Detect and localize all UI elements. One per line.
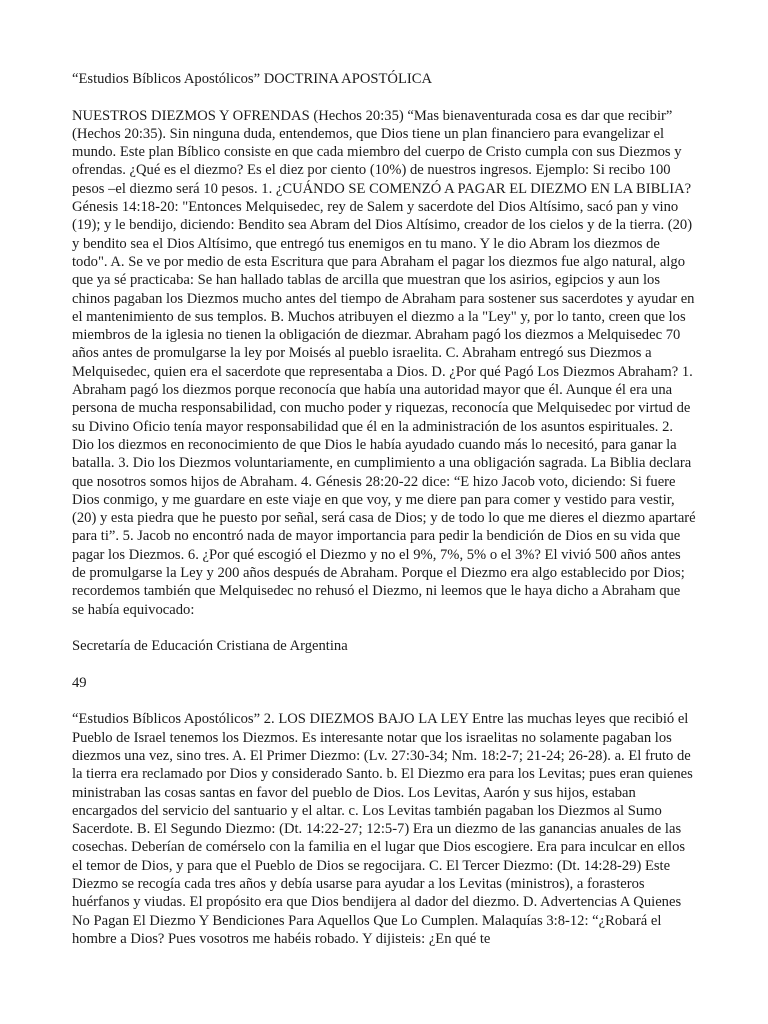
body-paragraph-diezmos-ofrendas: NUESTROS DIEZMOS Y OFRENDAS (Hechos 20:35) “Mas bienaventurada cosa es dar que recibir” (Hechos 20:35). Sin ninguna duda, entendemos, que Dios tiene un plan financiero para evangelizar el mundo. Este plan Bíblico consiste en que cada miembro del cuerpo de Cristo cumpla con sus Diezmos y ofrendas. ¿Qué es el diezmo? Es el diez por ciento (10%) de nuestros ingresos. Ejemplo: Si recibo 100 pesos –el diezmo será 10 pesos. 1. ¿CUÁNDO SE COMENZÓ A PAGAR EL DIEZMO EN LA BIBLIA? Génesis 14:18-20: "Entonces Melquisedec, rey de Salem y sacerdote del Dios Altísimo, sacó pan y vino (19); y le bendijo, diciendo: Bendito sea Abram del Dios Altísimo, creador de los cielos y de la tierra. (20) y bendito sea el Dios Altísimo, que entregó tus enemigos en tu mano. Y le dio Abram los diezmos de todo". A. Se ve por medio de esta Escritura que para Abraham el pagar los diezmos fue algo natural, algo que ya sé practicaba: Se han hallado tablas de arcilla que muestran que los asirios, egipcios y aun los chinos pagaban los Diezmos mucho antes del tiempo de Abraham para sostener sus sacerdotes y ayudar en el mantenimiento de sus templos. B. Muchos atribuyen el diezmo a la "Ley" y, por lo tanto, creen que los miembros de la iglesia no tienen la obligación de diezmar. Abraham pagó los diezmos a Melquisedec 70 años antes de promulgarse la ley por Moisés al pueblo israelita. C. Abraham entregó sus Diezmos a Melquisedec, quien era el sacerdote que representaba a Dios. D. ¿Por qué Pagó Los Diezmos Abraham? 1. Abraham pagó los diezmos porque reconocía que había una autoridad mayor que él. Aunque él era una persona de mucha responsabilidad, con mucho poder y riquezas, reconocía que Melquisedec por virtud de su Divino Oficio tenía mayor responsabilidad que él en la administración de los asuntos espirituales. 2. Dio los diezmos en reconocimiento de que Dios le había ayudado cuando más lo necesitó, para ganar la batalla. 3. Dio los Diezmos voluntariamente, en cumplimiento a una obligación sagrada. La Biblia declara que nosotros somos hijos de Abraham. 4. Génesis 28:20-22 dice: “E hizo Jacob voto, diciendo: Si fuere Dios conmigo, y me guardare en este viaje en que voy, y me diere pan para comer y vestido para vestir, (20) y esta piedra que he puesto por señal, será casa de Dios; y de todo lo que me dieres el diezmo apartaré para ti”. 5. Jacob no encontró nada de mayor importancia para pedir la bendición de Dios en su vida que pagar los Diezmos. 6. ¿Por qué escogió el Diezmo y no el 9%, 7%, 5% o el 3%? El vivió 500 años antes de promulgarse la Ley y 200 años después de Abraham. Porque el Diezmo era algo establecido por Dios; recordemos también que Melquisedec no rehusó el Diezmo, ni leemos que le haya dicho a Abraham que se había equivocado:: [72, 107, 696, 618]
body-paragraph-diezmos-ley: “Estudios Bíblicos Apostólicos” 2. LOS DIEZMOS BAJO LA LEY Entre las muchas leyes que recibió el Pueblo de Israel tenemos los Diezmos. Es interesante notar que los israelitas no solamente pagaban los diezmos una vez, sino tres. A. El Primer Diezmo: (Lv. 27:30-34; Nm. 18:2-7; 21-24; 26-28). a. El fruto de la tierra era reclamado por Dios y considerado Santo. b. El Diezmo era para los Levitas; pues eran quienes ministraban las cosas santas en favor del pueblo de Dios. Los Levitas, Aarón y sus hijos, estaban encargados del servicio del santuario y el altar. c. Los Levitas también pagaban los Diezmos al Sumo Sacerdote. B. El Segundo Diezmo: (Dt. 14:22-27; 12:5-7) Era un diezmo de las ganancias anuales de las cosechas. Deberían de comérselo con la familia en el lugar que Dios escogiere. Era para inculcar en ellos el temor de Dios, y para que el Pueblo de Dios se regocijara. C. El Tercer Diezmo: (Dt. 14:28-29) Este Diezmo se recogía cada tres años y debía usarse para ayudar a los Levitas (ministros), a forasteros huérfanos y viudas. El propósito era que Dios bendijera al dador del diezmo. D. Advertencias A Quienes No Pagan El Diezmo Y Bendiciones Para Aquellos Que Lo Cumplen. Malaquías 3:8-12: “¿Robará el hombre a Dios? Pues vosotros me habéis robado. Y dijisteis: ¿En qué te: [72, 711, 693, 947]
document-header: “Estudios Bíblicos Apostólicos” DOCTRINA APOSTÓLICA: [72, 71, 432, 87]
page-number: 49: [72, 674, 87, 691]
page-footer: Secretaría de Educación Cristiana de Argentina: [72, 638, 348, 655]
document-page: [72, 70, 696, 967]
